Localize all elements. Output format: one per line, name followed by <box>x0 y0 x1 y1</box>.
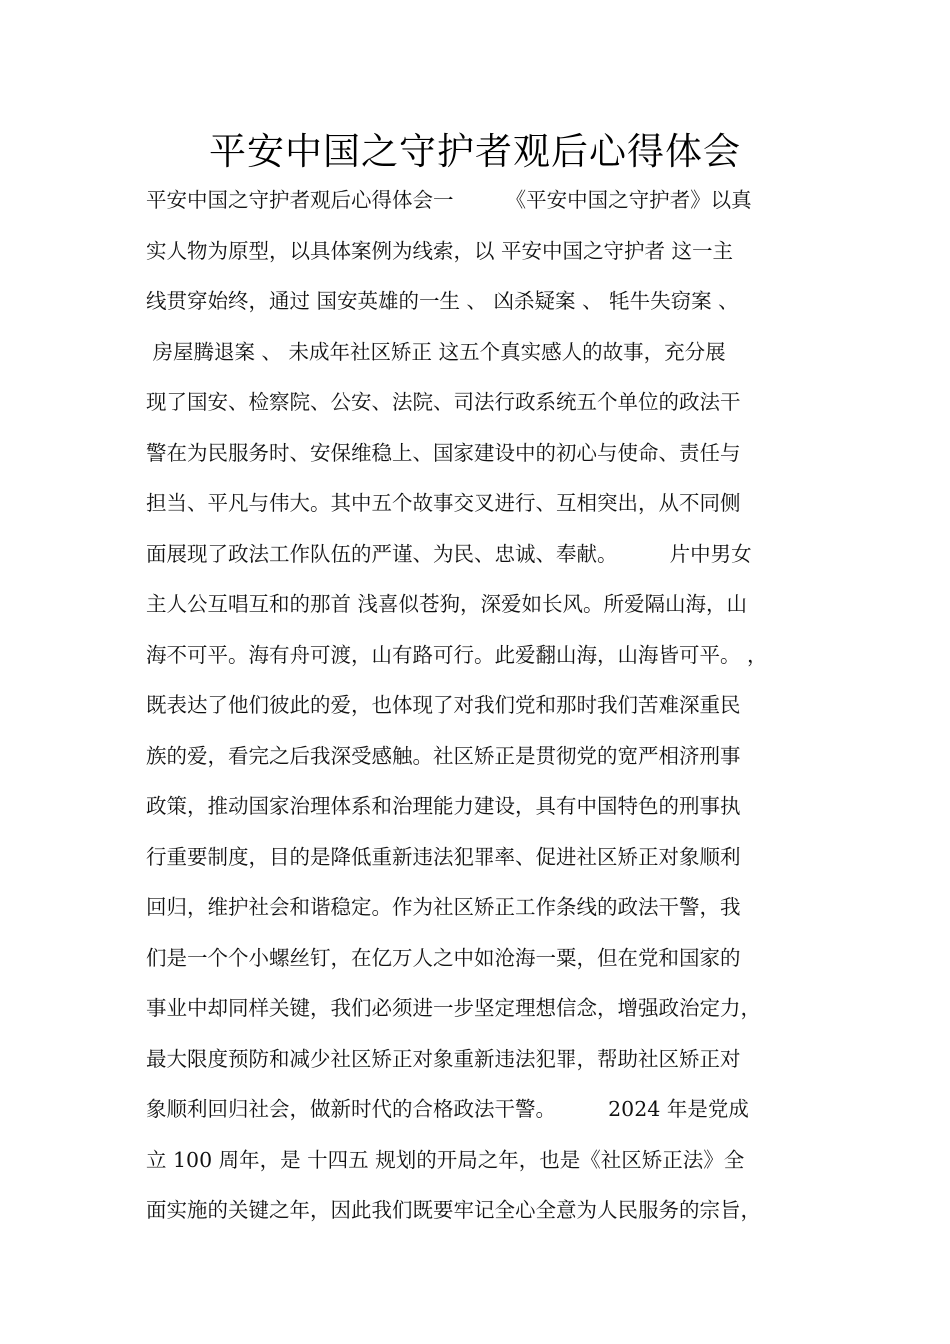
body-line: 现了国安、检察院、公安、法院、司法行政系统五个单位的政法干 <box>146 390 741 414</box>
body-line: 政策，推动国家治理体系和治理能力建设，具有中国特色的刑事执 <box>146 794 741 818</box>
body-line: 立 100 周年，是 十四五 规划的开局之年，也是《社区矫正法》全 <box>146 1147 745 1172</box>
body-line: 警在为民服务时、安保维稳上、国家建设中的初心与使命、责任与 <box>146 440 741 465</box>
body-line: 行重要制度，目的是降低重新违法犯罪率、促进社区矫正对象顺利 <box>146 844 741 869</box>
body-line: 房屋腾退案 、 未成年社区矫正 这五个真实感人的故事，充分展 <box>146 339 726 364</box>
body-line: 面实施的关键之年，因此我们既要牢记全心全意为人民服务的宗旨， <box>146 1198 761 1222</box>
body-line: 最大限度预防和减少社区矫正对象重新违法犯罪，帮助社区矫正对 <box>146 1046 741 1071</box>
body-line: 族的爱，看完之后我深受感触。社区矫正是贯彻党的宽严相济刑事 <box>146 743 741 768</box>
body-line: 平安中国之守护者观后心得体会一 《平安中国之守护者》以真 <box>146 188 752 212</box>
document-body <box>146 180 826 1241</box>
body-line: 面展现了政法工作队伍的严谨、为民、忠诚、奉献。 片中男女 <box>146 541 752 566</box>
body-line: 担当、平凡与伟大。其中五个故事交叉进行、互相突出，从不同侧 <box>146 491 741 515</box>
body-line: 线贯穿始终，通过 国安英雄的一生 、 凶杀疑案 、 牦牛失窃案 、 <box>146 289 739 313</box>
body-line: 象顺利回归社会，做新时代的合格政法干警。 2024 年是党成 <box>146 1097 749 1121</box>
body-line: 们是一个个小螺丝钉，在亿万人之中如沧海一粟，但在党和国家的 <box>146 945 741 970</box>
body-line: 事业中却同样关键，我们必须进一步坚定理想信念，增强政治定力， <box>146 996 761 1020</box>
body-line: 既表达了他们彼此的爱，也体现了对我们党和那时我们苦难深重民 <box>146 693 741 717</box>
body-line: 回归，维护社会和谐稳定。作为社区矫正工作条线的政法干警，我 <box>146 895 741 919</box>
body-line: 海不可平。海有舟可渡，山有路可行。此爱翻山海，山海皆可平。 ， <box>146 642 768 667</box>
body-line: 实人物为原型，以具体案例为线索，以 平安中国之守护者 这一主 <box>146 238 734 263</box>
body-line: 主人公互唱互和的那首 浅喜似苍狗，深爱如长风。所爱隔山海，山 <box>146 592 748 616</box>
document-title: 平安中国之守护者观后心得体会 <box>209 130 741 173</box>
